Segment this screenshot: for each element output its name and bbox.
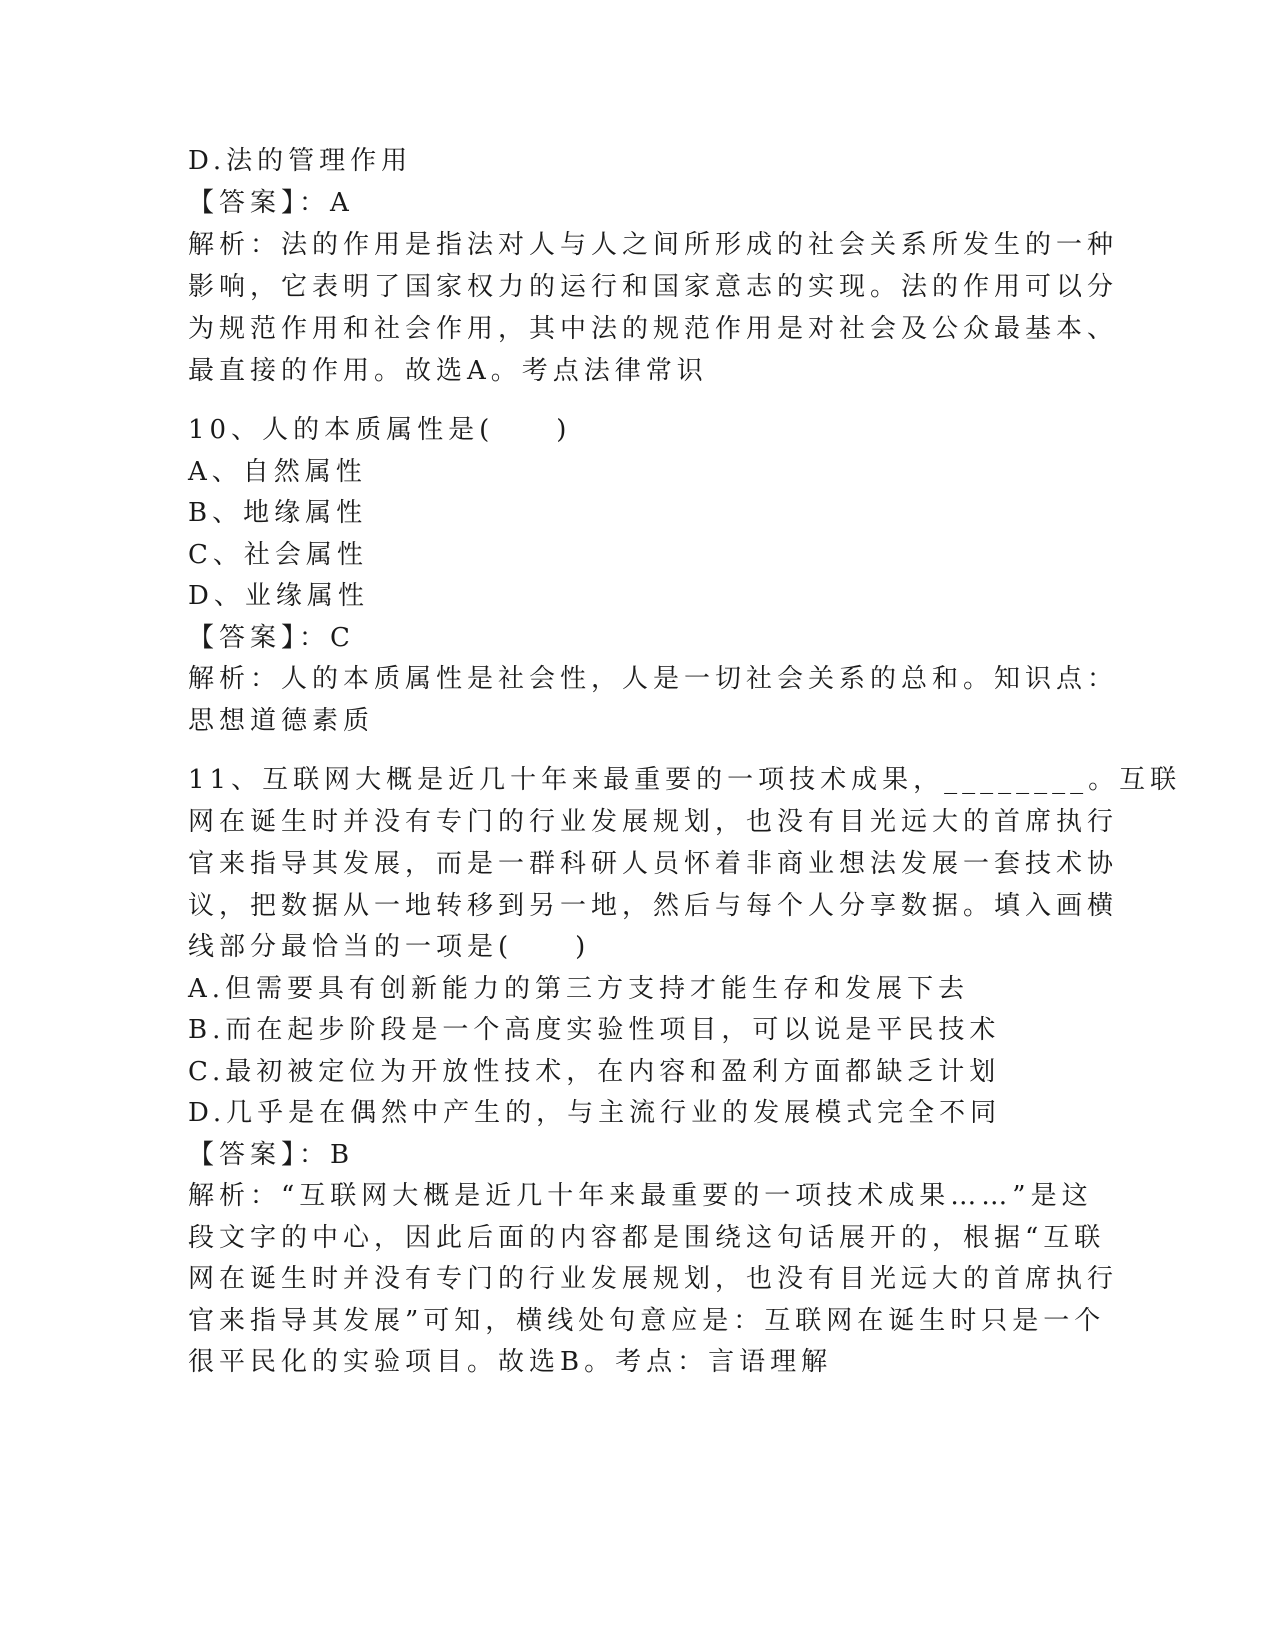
explanation-line: 解析：人的本质属性是社会性，人是一切社会关系的总和。知识点： (188, 664, 1119, 694)
explanation-line: 解析：法的作用是指法对人与人之间所形成的社会关系所发生的一种 (188, 230, 1119, 260)
question-stem: 议，把数据从一地转移到另一地，然后与每个人分享数据。填入画横 (188, 891, 1119, 921)
explanation-line: 很平民化的实验项目。故选B。考点：言语理解 (188, 1347, 833, 1377)
answer-label: 【答案】：A (188, 188, 354, 218)
explanation-line: 段文字的中心，因此后面的内容都是围绕这句话展开的，根据“互联 (188, 1223, 1106, 1253)
explanation-line: 网在诞生时并没有专门的行业发展规划，也没有目光远大的首席执行 (188, 1264, 1119, 1294)
option-b: B、地缘属性 (188, 498, 368, 528)
option-c: C.最初被定位为开放性技术，在内容和盈利方面都缺乏计划 (188, 1057, 1001, 1087)
answer-label: 【答案】：C (188, 623, 355, 653)
question-stem: 线部分最恰当的一项是( ) (188, 932, 591, 962)
question-stem: 10、人的本质属性是( ) (188, 415, 572, 445)
explanation-line: 官来指导其发展”可知，横线处句意应是：互联网在诞生时只是一个 (188, 1306, 1106, 1336)
question-stem: 官来指导其发展，而是一群科研人员怀着非商业想法发展一套技术协 (188, 849, 1119, 879)
explanation-line: 最直接的作用。故选A。考点法律常识 (188, 356, 708, 386)
explanation-line: 影响，它表明了国家权力的运行和国家意志的实现。法的作用可以分 (188, 272, 1119, 302)
question-stem: 网在诞生时并没有专门的行业发展规划，也没有目光远大的首席执行 (188, 807, 1119, 837)
option-a: A、自然属性 (188, 457, 367, 487)
question-stem: 11、互联网大概是近几十年来最重要的一项技术成果，________。互联 (188, 765, 1182, 795)
option-a: A.但需要具有创新能力的第三方支持才能生存和发展下去 (188, 974, 970, 1004)
answer-label: 【答案】：B (188, 1140, 355, 1170)
explanation-line: 解析：“互联网大概是近几十年来最重要的一项技术成果……”是这 (188, 1181, 1093, 1211)
option-d: D.法的管理作用 (188, 146, 413, 176)
option-c: C、社会属性 (188, 540, 368, 570)
option-d: D、业缘属性 (188, 581, 369, 611)
explanation-line: 思想道德素质 (188, 706, 375, 736)
option-b: B.而在起步阶段是一个高度实验性项目，可以说是平民技术 (188, 1015, 1001, 1045)
option-d: D.几乎是在偶然中产生的，与主流行业的发展模式完全不同 (188, 1098, 1002, 1128)
explanation-line: 为规范作用和社会作用，其中法的规范作用是对社会及公众最基本、 (188, 314, 1119, 344)
